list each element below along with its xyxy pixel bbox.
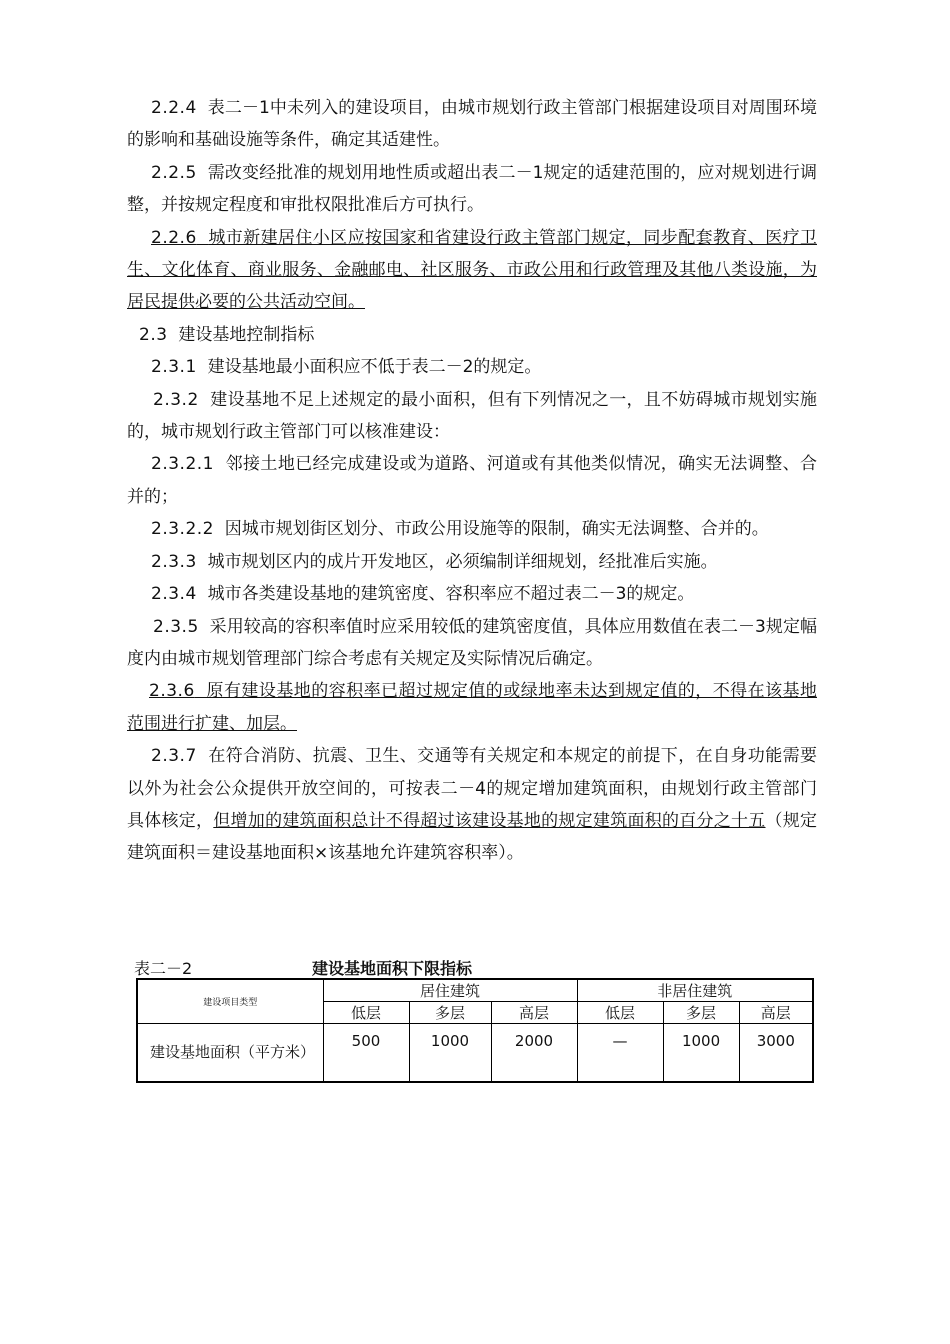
table-header-row	[137, 979, 813, 1002]
min-site-area-table	[136, 978, 814, 1083]
table-row	[137, 1024, 813, 1082]
table-title: 建设基地面积下限指标	[312, 959, 473, 978]
paragraph-2-2-4	[127, 92, 817, 157]
paragraph-2-3-2	[127, 384, 817, 449]
table-cell: 1000	[663, 1024, 739, 1082]
section-number: 2.3	[139, 324, 168, 345]
row-label: 建设基地面积（平方米）	[137, 1024, 323, 1082]
table-cell: 2000	[491, 1024, 577, 1082]
clause-number: 2.2.5	[151, 162, 197, 183]
clause-text-note: （规定建筑面积＝建设基地面积×该基地允许建筑容积率）。	[127, 810, 818, 864]
table-cell: 500	[323, 1024, 409, 1082]
paragraph-2-2-5	[127, 157, 817, 222]
clause-number: 2.3.5	[153, 616, 199, 637]
section-title: 建设基地控制指标	[178, 324, 315, 345]
paragraph-2-3-6	[127, 675, 817, 740]
clause-text: 邻接土地已经完成建设或为道路、河道或有其他类似情况，确实无法调整、合并的；	[127, 454, 817, 507]
paragraph-2-3-3	[127, 546, 817, 578]
clause-number: 2.3.2.2	[151, 519, 214, 540]
table-2-2	[134, 956, 814, 1083]
paragraph-2-3-7	[127, 740, 817, 870]
table-cell: 1000	[409, 1024, 491, 1082]
clause-text: 表二－1中未列入的建设项目，由城市规划行政主管部门根据建设项目对周围环境的影响和基础设施等条件，确定其适建性。	[127, 98, 817, 151]
clause-text: 城市新建居住小区应按国家和省建设行政主管部门规定，同步配套教育、医疗卫生、文化体育、商业服务、金融邮电、社区服务、市政公用和行政管理及其他八类设施，为居民提供必要的公共活动空间。	[127, 227, 817, 313]
subheader-cell: 高层	[491, 1002, 577, 1024]
clause-number: 2.3.2	[153, 389, 199, 410]
clause-number: 2.3.1	[151, 357, 197, 378]
subheader-cell: 多层	[663, 1002, 739, 1024]
clause-text: 采用较高的容积率值时应采用较低的建筑密度值，具体应用数值在表二－3规定幅度内由城市规划管理部门综合考虑有关规定及实际情况后确定。	[127, 616, 817, 669]
paragraph-2-2-6	[127, 222, 817, 319]
table-number: 表二－2	[134, 959, 193, 978]
clause-number: 2.3.7	[151, 746, 197, 767]
clause-text: 需改变经批准的规划用地性质或超出表二－1规定的适建范围的，应对规划进行调整，并按规定程度和审批权限批准后方可执行。	[127, 162, 817, 216]
document-body	[127, 92, 817, 870]
clause-text: 城市规划区内的成片开发地区，必须编制详细规划，经批准后实施。	[207, 551, 718, 572]
clause-number: 2.3.6	[149, 681, 195, 702]
table-caption	[134, 956, 814, 978]
paragraph-2-3-1	[127, 351, 817, 383]
subheader-cell: 高层	[739, 1002, 813, 1024]
clause-text: 建设基地不足上述规定的最小面积，但有下列情况之一，且不妨碍城市规划实施的，城市规划行政主管部门可以核准建设：	[127, 389, 817, 443]
clause-number: 2.3.4	[151, 584, 197, 605]
paragraph-2-3-5	[127, 611, 817, 676]
subheader-cell: 低层	[323, 1002, 409, 1024]
table-cell: —	[577, 1024, 663, 1082]
paragraph-2-3-2-1	[127, 448, 817, 513]
group-header-non-residential: 非居住建筑	[577, 979, 813, 1002]
table-cell: 3000	[739, 1024, 813, 1082]
paragraph-2-3-2-2	[127, 513, 817, 545]
clause-number: 2.2.6	[151, 227, 197, 248]
clause-number: 2.3.3	[151, 551, 197, 572]
clause-text-underlined: 但增加的建筑面积总计不得超过该建设基地的规定建筑面积的百分之十五	[213, 810, 766, 831]
corner-header: 建设项目类型	[137, 979, 323, 1024]
clause-text: 建设基地最小面积应不低于表二－2的规定。	[207, 357, 542, 378]
paragraph-2-3-4	[127, 578, 817, 610]
section-heading-2-3	[127, 319, 817, 351]
subheader-cell: 低层	[577, 1002, 663, 1024]
subheader-cell: 多层	[409, 1002, 491, 1024]
clause-text: 原有建设基地的容积率已超过规定值的或绿地率未达到规定值的，不得在该基地范围进行扩建、加层。	[127, 681, 818, 734]
clause-number: 2.2.4	[151, 98, 197, 118]
clause-text: 在符合消防、抗震、卫生、交通等有关规定和本规定的前提下，在自身功能需要以外为社会公众提供开放空间的，可按表二－4的规定增加建筑面积，由规划行政主管部门具体核定，	[127, 746, 817, 831]
clause-text: 因城市规划街区划分、市政公用设施等的限制，确实无法调整、合并的。	[224, 519, 769, 540]
clause-number: 2.3.2.1	[151, 454, 214, 475]
group-header-residential: 居住建筑	[323, 979, 577, 1002]
clause-text: 城市各类建设基地的建筑密度、容积率应不超过表二－3的规定。	[207, 584, 695, 605]
